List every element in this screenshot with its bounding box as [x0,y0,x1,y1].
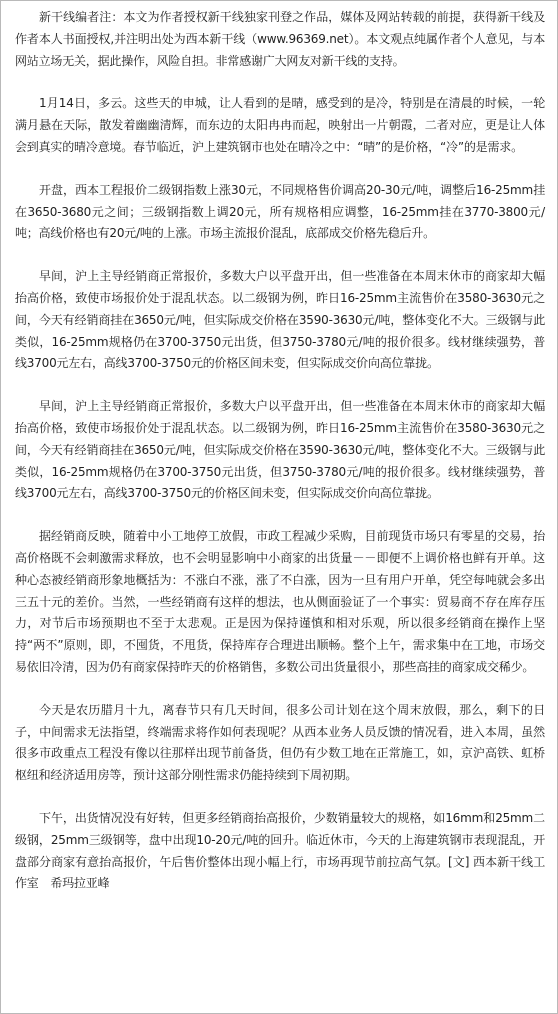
morning-market-paragraph: 早间，沪上主导经销商正常报价，多数大户以平盘开出，但一些准备在本周末休市的商家却大幅抬高价格，致使市场报价处于混乱状态。以二级钢为例，昨日16-25mm主流售价在3580-3630元之间，今天有经销商挂在3650元/吨，但实际成交价格在3590-3630元/吨，整体变化不大。三级钢与此类似，16-25mm规格仍在3700-3750元出货，但3750-3780元/吨的报价很多。线材继续强势，普线3700元左右，高线3700-3750元的价格区间未变，但实际成交价向高位靠拢。 [15,269,545,371]
editor-note-suffix: ）。本文观点纯属作者个人意见，与本网站立场无关，据此操作，风险自担。非常感谢广大网友对新干线的支持。 [15,31,545,68]
morning-market-repeat-paragraph: 早间，沪上主导经销商正常报价，多数大户以平盘开出，但一些准备在本周末休市的商家却大幅抬高价格，致使市场报价处于混乱状态。以二级钢为例，昨日16-25mm主流售价在3580-3630元之间，今天有经销商挂在3650元/吨，但实际成交价格在3590-3630元/吨，整体变化不大。三级钢与此类似，16-25mm规格仍在3700-3750元出货，但3750-3780元/吨的报价很多。线材继续强势，普线3700元左右，高线3700-3750元的价格区间未变，但实际成交价向高位靠拢。 [15,399,545,501]
dealer-feedback-paragraph: 据经销商反映，随着中小工地停工放假，市政工程减少采购，目前现货市场只有零星的交易，抬高价格既不会刺激需求释放，也不会明显影响中小商家的出货量－－即便不上调价格也鲜有开单。这种心态被经销商形象地概括为：不涨白不涨，涨了不白涨，因为一旦有用户开单，凭空每吨就会多出三五十元的差价。当然，一些经销商有这样的想法，也从侧面验证了一个事实：贸易商不存在库存压力，对节后市场预期也不至于太悲观。正是因为保持谨慎和相对乐观，所以很多经销商在操作上坚持“两不”原则，即，不囤货，不甩货，保持库存合理进出顺畅。整个上午，需求集中在工地，市场交易依旧冷清，因为仍有商家保持昨天的价格销售，多数公司出货量很小，那些高挂的商家成交稀少。 [15,529,545,674]
afternoon-market-paragraph: 下午，出货情况没有好转，但更多经销商抬高报价，少数销量较大的规格，如16mm和25mm二级钢，25mm三级钢等，盘中出现10-20元/吨的回升。临近休市，今天的上海建筑钢市表现混乱，开盘部分商家有意抬高报价，午后售价整体出现小幅上行，市场再现节前拉高气氛。[文] 西本新干线工作室 希玛拉亚峰 [15,810,545,891]
holiday-demand-paragraph: 今天是农历腊月十九，离春节只有几天时间，很多公司计划在这个周末放假，那么，剩下的日子，中间需求无法指望，终端需求将作如何表现呢？从西本业务人员反馈的情况看，进入本周，虽然很多市政重点工程没有像以往那样出现节前备货，但仍有少数工地在正常施工，如，京沪高铁、虹桥枢纽和经济适用房等，预计这部分刚性需求仍能持续到下周初期。 [15,702,545,783]
editor-note [15,7,545,72]
weather-paragraph: 1月14日，多云。这些天的申城，让人看到的是晴，感受到的是冷，特别是在清晨的时候，一轮满月悬在天际，散发着幽幽清辉，而东边的太阳冉冉而起，映射出一片朝霞，二者对应，更是让人体会到真实的晴冷意境。春节临近，沪上建筑钢市也处在晴冷之中：“晴”的是价格，“冷”的是需求。 [15,96,545,154]
site-link[interactable]: www.96369.net [257,31,349,46]
editor-note-prefix: 新干线编者注：本文为作者授权新干线独家刊登之作品，媒体及网站转载的前提，获得新干线及作者本人书面授权,并注明出处为西本新干线（ [15,10,545,46]
opening-price-paragraph: 开盘，西本工程报价二级钢指数上涨30元，不同规格售价调高20-30元/吨，调整后16-25mm挂在3650-3680元之间；三级钢指数上调20元，所有规格相应调整，16-25mm挂在3770-3800元/吨；高线价格也有20元/吨的上涨。市场主流报价混乱，底部成交价格先稳后升。 [15,182,545,241]
